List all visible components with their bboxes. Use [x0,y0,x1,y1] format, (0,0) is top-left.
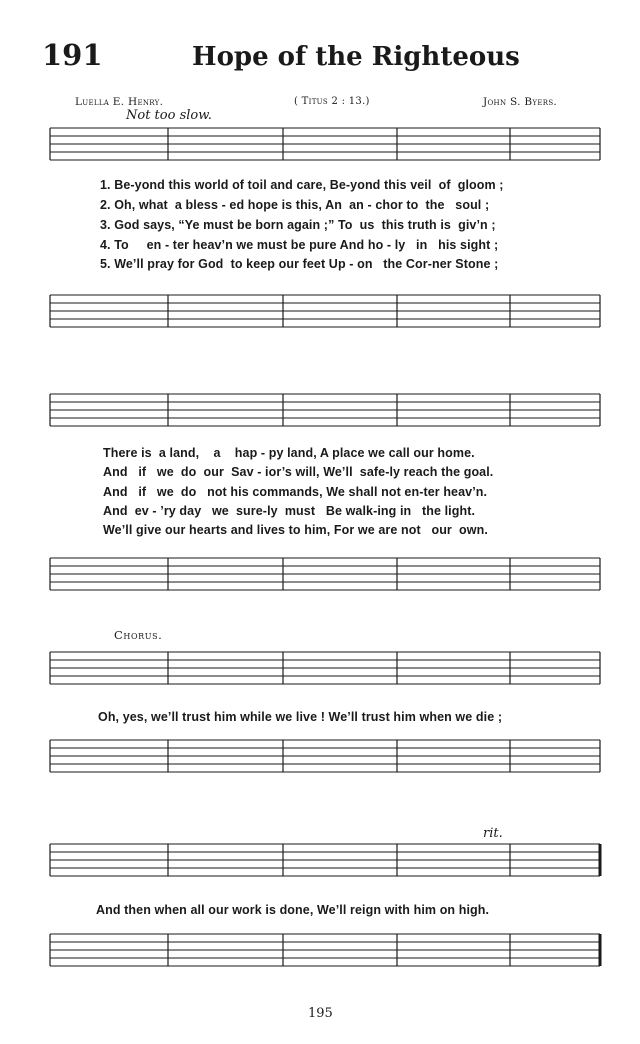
verse-3-line-a: 3. God says, “Ye must be born again ;” To us this truth is giv’n ; [100,218,496,232]
bass-staff-system-2 [0,556,640,596]
chorus-line-1: Oh, yes, we’ll trust him while we live ! We’ll trust him when we die ; [98,710,503,724]
hymn-title: Hope of the Righteous [192,42,520,72]
ritardando-marking: rit. [483,826,503,841]
verse-1-line-a: 1. Be-yond this world of toil and care, Be-yond this veil of gloom ; [100,178,504,192]
chorus-label: Chorus. [114,628,163,642]
verse-2-line-a: 2. Oh, what a bless - ed hope is this, An an - chor to the soul ; [100,198,490,212]
verse-2-line-b: And if we do our Sav - ior’s will, We’ll safe-ly reach the goal. [103,465,494,479]
treble-staff-system-4 [0,842,640,882]
verse-4-line-b: And ev - ’ry day we sure-ly must Be walk-ing in the light. [103,504,476,518]
lyricist-credit: Luella E. Henry. [75,96,164,108]
tempo-marking: Not too slow. [126,108,212,123]
treble-staff-system-3 [0,650,640,690]
bass-staff-system-3 [0,738,640,778]
treble-staff-system-2 [0,392,640,432]
treble-staff-system-1 [0,126,640,166]
verse-5-line-b: We’ll give our hearts and lives to him, For we are not our own. [103,523,488,537]
verse-1-line-b: There is a land, a hap - py land, A place we call our home. [103,446,475,460]
composer-credit: John S. Byers. [483,96,558,108]
verse-4-line-a: 4. To en - ter heav’n we must be pure And ho - ly in his sight ; [100,238,499,252]
verse-3-line-b: And if we do not his commands, We shall not en-ter heav’n. [103,485,488,499]
bass-staff-system-1 [0,293,640,333]
chorus-line-2: And then when all our work is done, We’ll reign with him on high. [96,903,490,917]
page-number: 195 [308,1006,333,1021]
scripture-reference: ( Titus 2 : 13.) [294,96,370,107]
bass-staff-system-4 [0,932,640,972]
hymn-number: 191 [42,38,103,72]
verse-5-line-a: 5. We’ll pray for God to keep our feet Up - on the Cor-ner Stone ; [100,257,499,271]
